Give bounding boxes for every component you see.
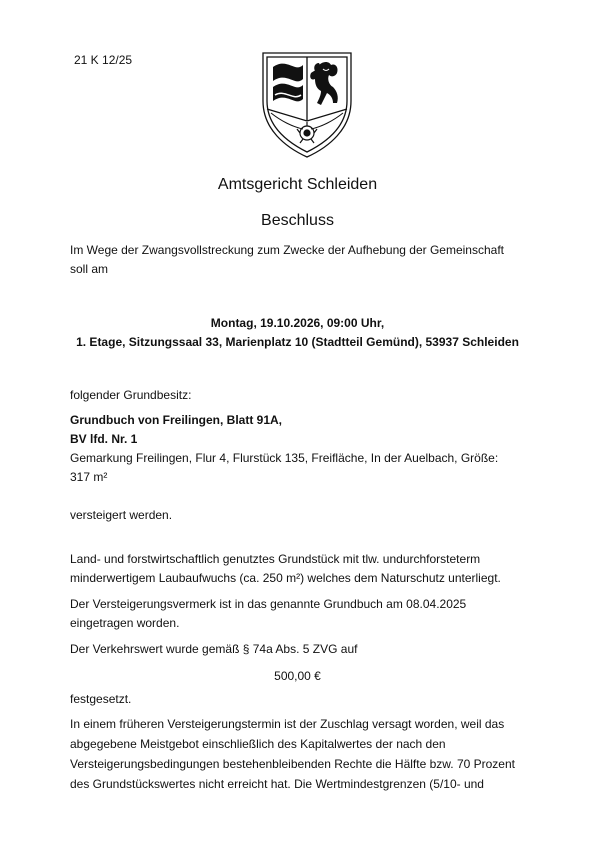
property-description: Gemarkung Freilingen, Flur 4, Flurstück 135, Freifläche, In der Auelbach, Größe: [70, 451, 499, 465]
intro-line: Im Wege der Zwangsvollstreckung zum Zwecke der Aufhebung der Gemeinschaft [70, 243, 504, 257]
note-line: minderwertigem Laubaufwuchs (ca. 250 m²) welches dem Naturschutz unterliegt. [70, 571, 501, 585]
coat-of-arms-icon [259, 49, 355, 159]
valuation-intro: Der Verkehrswert wurde gemäß § 74a Abs. 5 ZVG auf [70, 642, 358, 656]
previous-auction-line: Versteigerungsbedingungen bestehenbleibenden Rechte die Hälfte bzw. 70 Prozent [70, 757, 515, 771]
note-line: Land- und forstwirtschaftlich genutztes Grundstück mit tlw. undurchforsteterm [70, 552, 481, 566]
previous-auction-line: In einem früheren Versteigerungstermin ist der Zuschlag versagt worden, weil das [70, 717, 505, 731]
intro-line: soll am [70, 262, 109, 276]
property-intro: folgender Grundbesitz: [70, 388, 192, 402]
valuation-amount: 500,00 € [274, 669, 321, 683]
court-name: Amtsgericht Schleiden [217, 176, 378, 193]
property-description: 317 m² [70, 470, 108, 484]
valuation-outro: festgesetzt. [70, 692, 132, 706]
appointment-location: 1. Etage, Sitzungssaal 33, Marienplatz 10 (Stadtteil Gemünd), 53937 Schleiden [76, 335, 519, 349]
register-entry: BV lfd. Nr. 1 [70, 432, 138, 446]
document-title: Beschluss [261, 212, 334, 229]
registration-line: eingetragen worden. [70, 616, 180, 630]
file-reference: 21 K 12/25 [74, 53, 133, 67]
auction-phrase: versteigert werden. [70, 508, 173, 522]
registration-line: Der Versteigerungsvermerk ist in das genannte Grundbuch am 08.04.2025 [70, 597, 467, 611]
land-register: Grundbuch von Freilingen, Blatt 91A, [70, 413, 283, 427]
appointment-date: Montag, 19.10.2026, 09:00 Uhr, [210, 316, 385, 330]
previous-auction-line: abgegebene Meistgebot einschließlich des Kapitalwertes der nach den [70, 737, 446, 751]
previous-auction-line: des Grundstückswertes nicht erreicht hat. Die Wertmindestgrenzen (5/10- und [70, 777, 484, 791]
